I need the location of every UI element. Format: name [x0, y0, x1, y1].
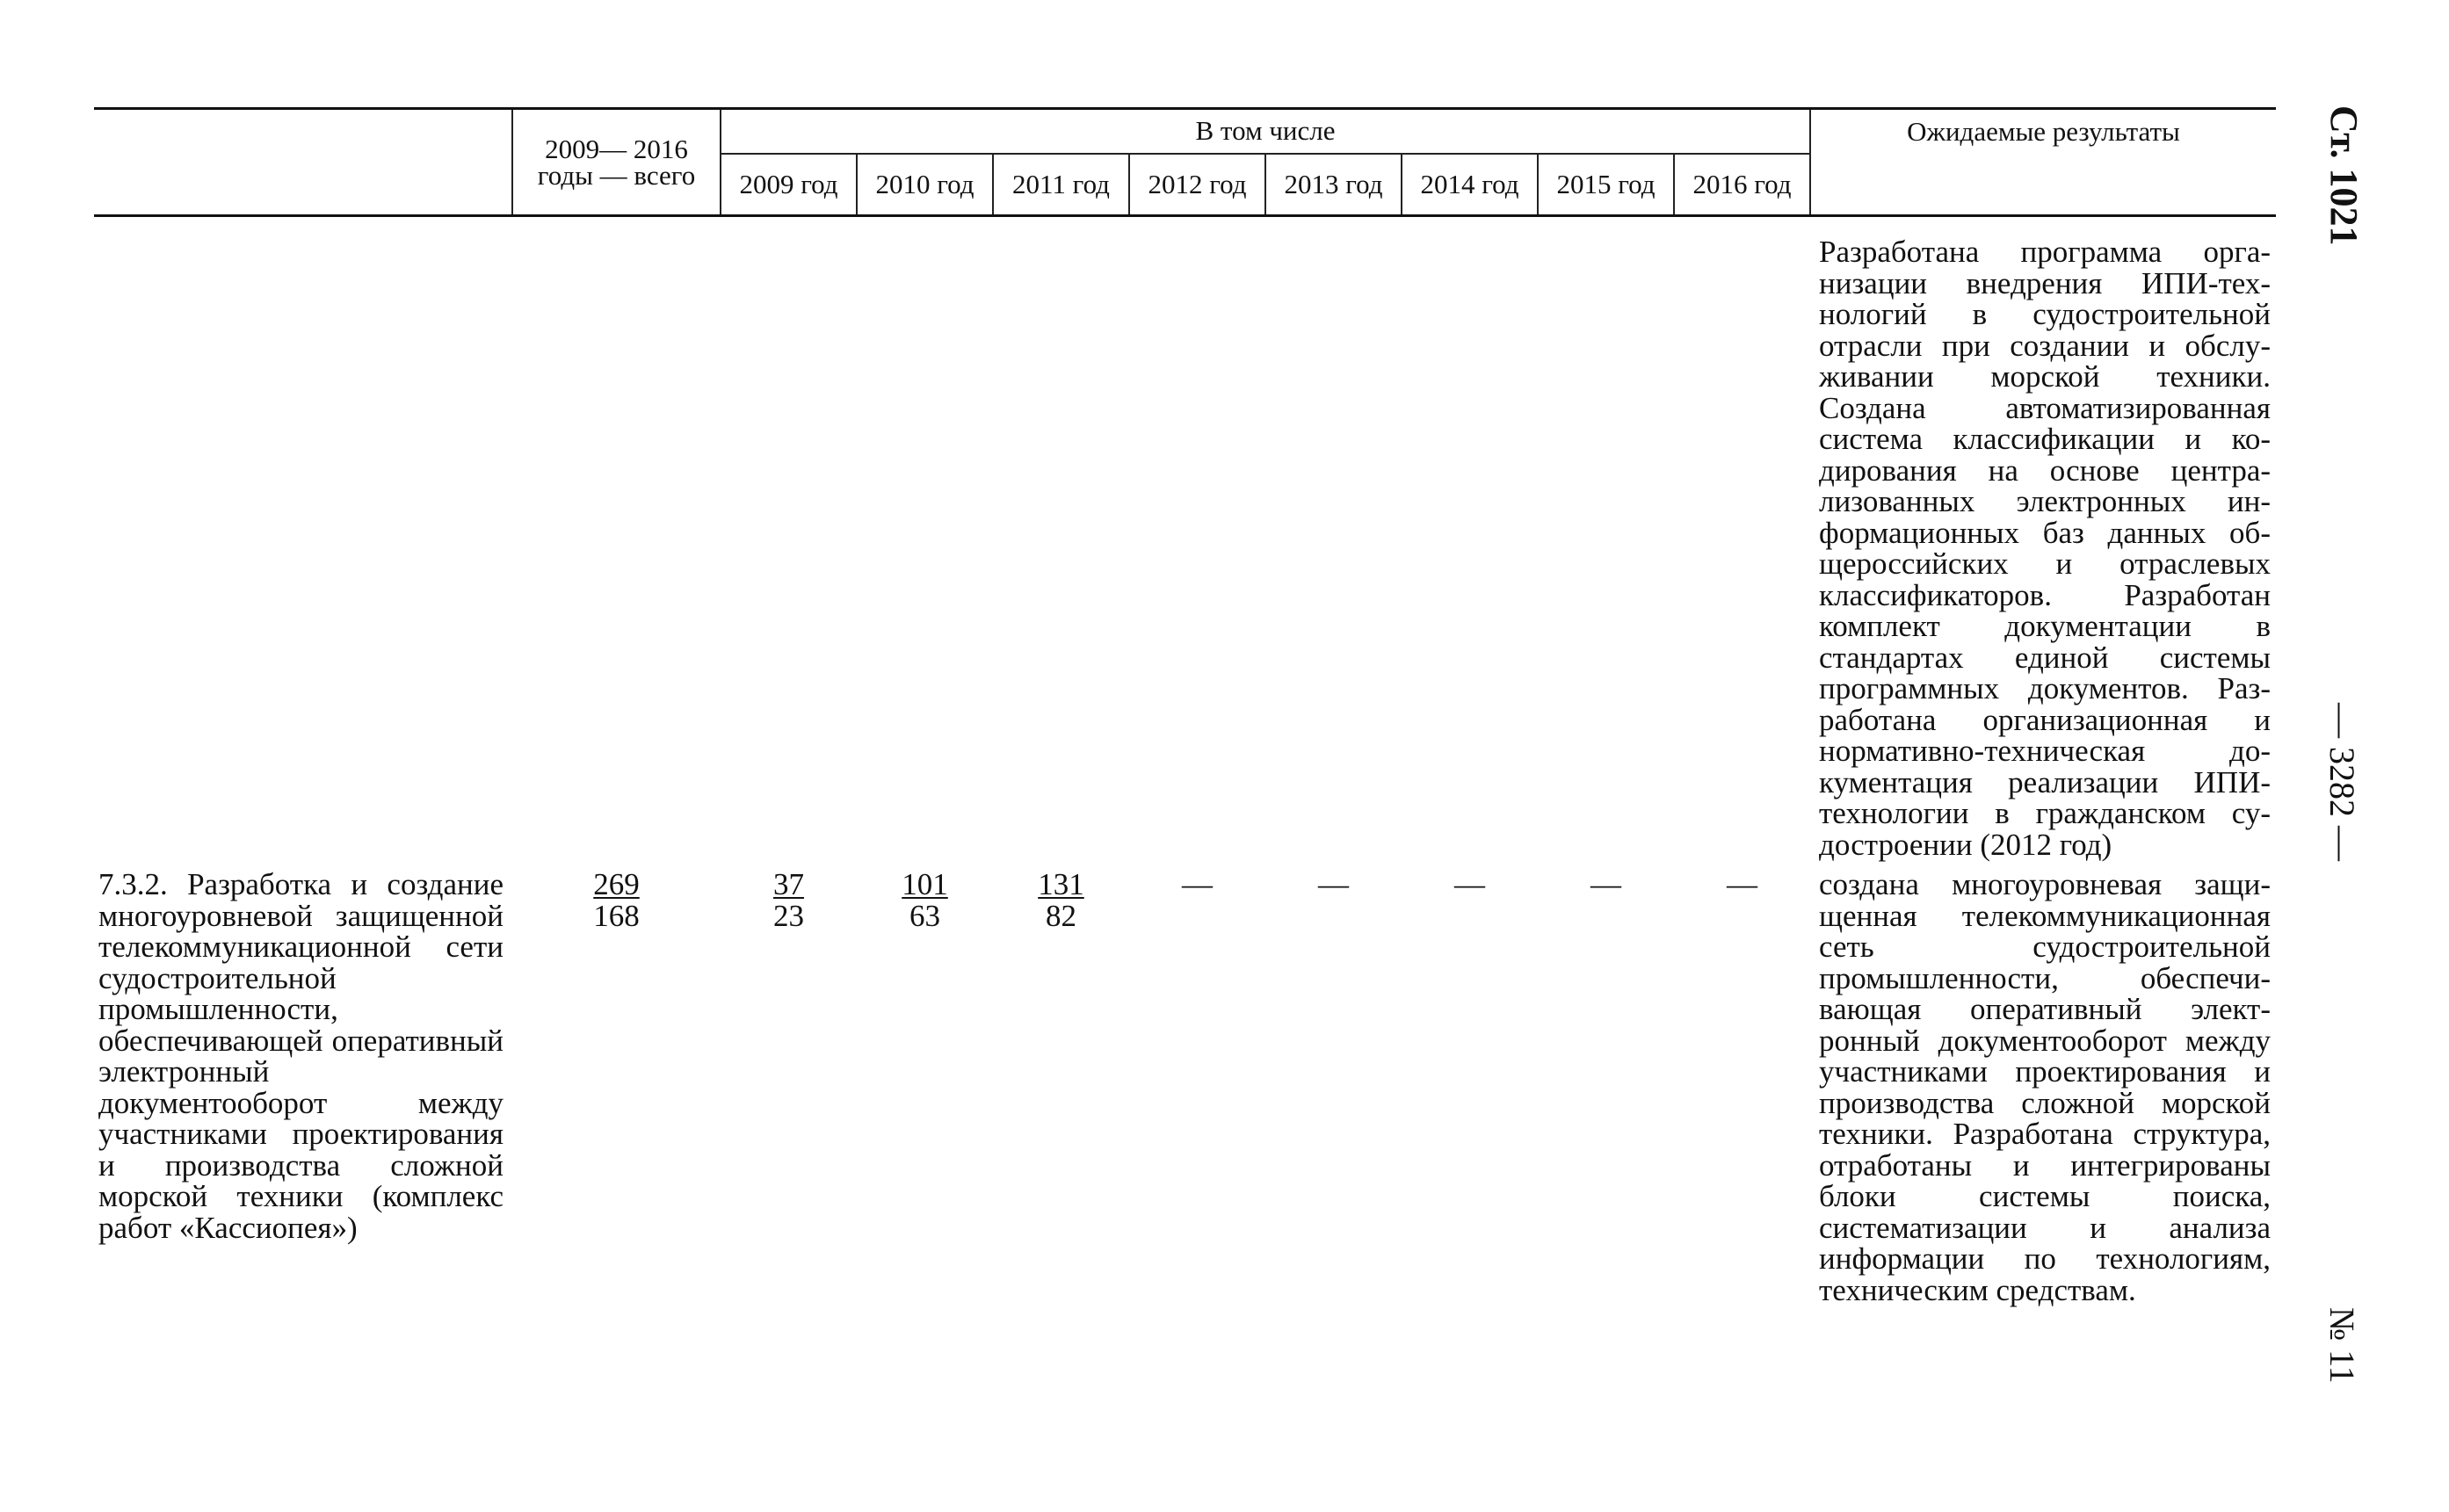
- year-header-2015: 2015 год: [1538, 154, 1674, 216]
- results-text: Разработана программа организации внедрения ИПИ-технологий в судостроительной отрасли при создании и обслуживании морской техники. Создана автоматизированная система классификации и кодирования на основе централизованных электронных информационных баз данных общероссийских и отраслевых классификаторов. Разработан комплект документации в стандартах единой системы программных документов. Разработана организационная и нормативно-техническая документация реализации ИПИ-технологии в гражданском судостроении (2012 год): [1819, 235, 2271, 862]
- year-2015-value: —: [1590, 867, 1621, 901]
- table-row: [94, 216, 2276, 868]
- results-header: Ожидаемые результаты: [1810, 109, 2276, 216]
- year-header-2014: 2014 год: [1402, 154, 1538, 216]
- year-2013-value: —: [1318, 867, 1349, 901]
- total-top-value: 269: [593, 867, 640, 901]
- year-2011-fraction: [1038, 869, 1084, 931]
- year-header-2010: 2010 год: [857, 154, 993, 216]
- year-2010-top-value: 101: [902, 867, 948, 901]
- year-2009-top-value: 37: [773, 867, 804, 901]
- page-reference: Ст. 1021: [2322, 105, 2366, 246]
- year-header-2011: 2011 год: [993, 154, 1129, 216]
- year-header-2013: 2013 год: [1265, 154, 1402, 216]
- year-header-2009: 2009 год: [721, 154, 857, 216]
- year-2011-top-value: 131: [1038, 867, 1084, 901]
- year-2010-bottom-value: 63: [909, 898, 940, 933]
- year-header-2012: 2012 год: [1129, 154, 1265, 216]
- year-2012-value: —: [1182, 867, 1213, 901]
- total-bottom-value: 168: [593, 898, 640, 933]
- item-text: 7.3.2. Разработка и создание многоуровневой защищенной телекоммуникационной сети судостроительной промышленности, обеспечивающей оперативный электронный документооборот между участниками проектирования и производства сложной морской техники (комплекс работ «Кассиопея»): [98, 867, 504, 1245]
- year-2011-bottom-value: 82: [1046, 898, 1076, 933]
- year-2016-value: —: [1727, 867, 1757, 901]
- page-number: — 3282 —: [2322, 703, 2362, 861]
- total-header: 2009— 2016 годы — всего: [512, 109, 721, 216]
- issue-number: № 11: [2322, 1307, 2362, 1384]
- year-2014-value: —: [1454, 867, 1485, 901]
- results-text: создана многоуровневая защищенная телекоммуникационная сеть судостроительной промышленности, обеспечивающая оперативный электронный документооборот между участниками проектирования и производства сложной морской техники. Разработана структура, отработаны и интегрированы блоки системы поиска, систематизации и анализа информации по технологиям, техническим средствам.: [1819, 867, 2271, 1307]
- total-fraction: [593, 869, 640, 931]
- table-row: [94, 867, 2276, 1306]
- year-2010-fraction: [902, 869, 948, 931]
- year-2009-bottom-value: 23: [773, 898, 804, 933]
- item-header-cell: [94, 109, 512, 216]
- program-table: [94, 107, 2276, 1306]
- group-header: В том числе: [721, 109, 1810, 155]
- year-header-2016: 2016 год: [1674, 154, 1810, 216]
- year-2009-fraction: [773, 869, 804, 931]
